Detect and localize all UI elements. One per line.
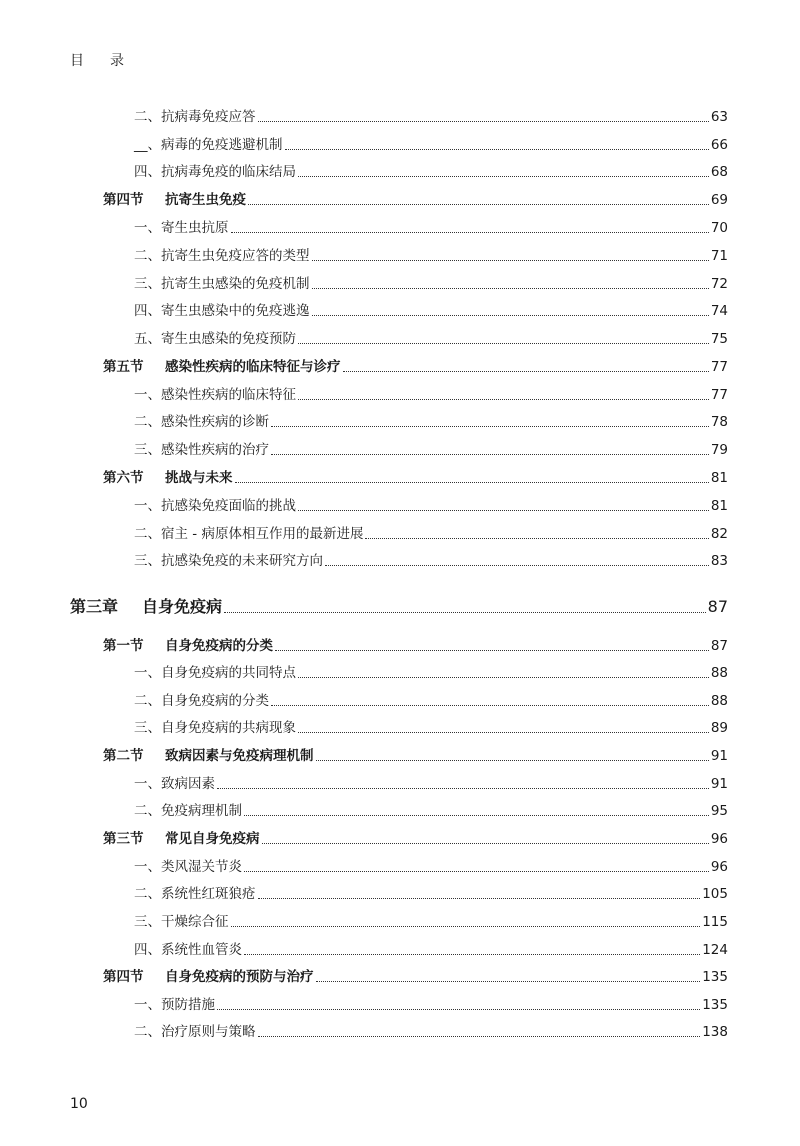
toc-entry-title: 抗寄生虫感染的免疫机制	[161, 276, 310, 292]
dot-leader	[244, 815, 709, 816]
toc-entry-label	[134, 1022, 256, 1042]
toc-entry-title: 寄生虫抗原	[161, 220, 229, 236]
toc-entry-label	[134, 274, 310, 294]
toc-entry-title: 抗病毒免疫的临床结局	[161, 164, 296, 180]
toc-entry-item	[134, 940, 728, 960]
toc-entry-chapter	[70, 596, 728, 618]
toc-entry-title: 病毒的免疫逃避机制	[161, 137, 283, 153]
dot-leader	[271, 426, 709, 427]
toc-entry-number: 五、	[134, 331, 161, 347]
toc-entry-title: 自身免疫病的分类	[161, 693, 269, 709]
toc-entry-page: 77	[710, 387, 728, 403]
toc-entry-page: 79	[710, 442, 728, 458]
toc-entry-item	[134, 524, 728, 544]
toc-entry-label	[134, 940, 242, 960]
toc-entry-page: 91	[710, 776, 728, 792]
dot-leader	[217, 1009, 700, 1010]
toc-entry-page: 69	[710, 192, 728, 208]
toc-entry-section	[103, 829, 728, 849]
toc-entry-number: 二、	[134, 526, 161, 542]
toc-entry-page: 115	[702, 914, 728, 930]
dot-leader	[325, 565, 709, 566]
dot-leader	[316, 981, 701, 982]
dot-leader	[258, 898, 701, 899]
toc-entry-number: 二、	[134, 248, 161, 264]
toc-entry-title: 自身免疫病的共病现象	[161, 720, 296, 736]
toc-entry-number: 一、	[134, 776, 161, 792]
dot-leader	[244, 954, 700, 955]
toc-entry-page: 138	[702, 1024, 728, 1040]
toc-entry-page: 87	[707, 597, 728, 616]
dot-leader	[298, 343, 709, 344]
toc-entry-label	[134, 218, 229, 238]
toc-entry-title: 类风湿关节炎	[161, 859, 242, 875]
toc-entry-number: 二、	[134, 803, 161, 819]
dot-leader	[312, 260, 709, 261]
toc-entry-number: 第三节	[103, 831, 144, 847]
toc-entry-label	[134, 857, 242, 877]
dot-leader	[312, 288, 709, 289]
toc-entry-label	[134, 551, 323, 571]
dot-leader	[298, 732, 709, 733]
dot-leader	[217, 788, 709, 789]
dot-leader	[298, 399, 709, 400]
toc-entry-title: 寄生虫感染的免疫预防	[161, 331, 296, 347]
toc-entry-item	[134, 107, 728, 127]
toc-entry-item	[134, 663, 728, 683]
toc-entry-title: 感染性疾病的诊断	[161, 414, 269, 430]
toc-entry-page: 88	[710, 693, 728, 709]
toc-entry-item	[134, 246, 728, 266]
toc-entry-section	[103, 357, 728, 377]
dot-leader	[316, 760, 709, 761]
toc-entry-number: 一、	[134, 220, 161, 236]
toc-entry-label	[134, 107, 256, 127]
toc-entry-item	[134, 329, 728, 349]
toc-entry-item	[134, 912, 728, 932]
running-head-right: 录	[110, 53, 124, 69]
toc-entry-number: 四、	[134, 303, 161, 319]
toc-entry-page: 89	[710, 720, 728, 736]
toc-entry-page: 75	[710, 331, 728, 347]
dot-leader	[258, 1036, 701, 1037]
dot-leader	[262, 843, 709, 844]
toc-entry-label	[134, 385, 296, 405]
dot-leader	[235, 482, 709, 483]
toc-entry-item	[134, 691, 728, 711]
toc-entry-item	[134, 551, 728, 571]
toc-entry-number: 三、	[134, 442, 161, 458]
dot-leader	[365, 538, 708, 539]
toc-entry-section	[103, 636, 728, 656]
toc-entry-number: 四、	[134, 942, 161, 958]
toc-entry-number: 二、	[134, 693, 161, 709]
toc-entry-page: 82	[710, 526, 728, 542]
toc-entry-label	[134, 162, 296, 182]
toc-entry-label	[134, 301, 310, 321]
toc-entry-label	[134, 801, 242, 821]
toc-entry-label	[134, 912, 229, 932]
dot-leader	[271, 705, 709, 706]
dot-leader	[298, 510, 709, 511]
toc-entry-title: 抗感染免疫面临的挑战	[161, 498, 296, 514]
toc-entry-number: 一、	[134, 997, 161, 1013]
toc-entry-label	[134, 995, 215, 1015]
toc-entry-title: 免疫病理机制	[161, 803, 242, 819]
dot-leader	[275, 650, 709, 651]
toc-entry-title: 治疗原则与策略	[161, 1024, 256, 1040]
toc-entry-title: 自身免疫病的预防与治疗	[165, 969, 314, 985]
toc-entry-item	[134, 385, 728, 405]
running-head	[70, 50, 124, 70]
toc-entry-page: 96	[710, 831, 728, 847]
dot-leader	[285, 149, 709, 150]
dot-leader	[298, 176, 709, 177]
toc-entry-item	[134, 496, 728, 516]
dot-leader	[312, 315, 709, 316]
toc-entry-title: 致病因素	[161, 776, 215, 792]
running-head-left: 目	[70, 53, 84, 69]
dot-leader	[248, 204, 709, 205]
toc-entry-number: 三、	[134, 553, 161, 569]
toc-entry-title: 挑战与未来	[165, 470, 233, 486]
dot-leader	[231, 232, 709, 233]
toc-entry-page: 135	[702, 969, 728, 985]
toc-entry-item	[134, 412, 728, 432]
toc-entry-label	[134, 412, 269, 432]
toc-entry-page: 72	[710, 276, 728, 292]
toc-entry-title: 宿主 - 病原体相互作用的最新进展	[161, 526, 364, 542]
toc-entry-page: 87	[710, 638, 728, 654]
toc-entry-title: 抗寄生虫免疫应答的类型	[161, 248, 310, 264]
toc-entry-section	[103, 468, 728, 488]
toc-entry-page: 77	[710, 359, 728, 375]
toc-entry-item	[134, 301, 728, 321]
toc-entry-label	[134, 135, 283, 155]
toc-entry-page: 83	[710, 553, 728, 569]
toc-entry-number: 三、	[134, 720, 161, 736]
toc-entry-item	[134, 884, 728, 904]
toc-entry-title: 预防措施	[161, 997, 215, 1013]
toc-entry-title: 自身免疫病的共同特点	[161, 665, 296, 681]
toc-entry-page: 81	[710, 470, 728, 486]
toc-entry-title: 感染性疾病的临床特征	[161, 387, 296, 403]
toc-entry-page: 66	[710, 137, 728, 153]
toc-entry-number: 二、	[134, 414, 161, 430]
toc-entry-page: 63	[710, 109, 728, 125]
toc-entry-title: 寄生虫感染中的免疫逃逸	[161, 303, 310, 319]
page-number: 10	[70, 1096, 88, 1112]
toc-entry-title: 抗寄生虫免疫	[165, 192, 246, 208]
dot-leader	[271, 454, 709, 455]
toc-entry-title: 干燥综合征	[161, 914, 229, 930]
toc-entry-number: __、	[134, 137, 161, 153]
toc-entry-number: 一、	[134, 498, 161, 514]
toc-entry-number: 一、	[134, 387, 161, 403]
dot-leader	[343, 371, 709, 372]
toc-entry-item	[134, 857, 728, 877]
toc-entry-item	[134, 995, 728, 1015]
dot-leader	[244, 871, 709, 872]
toc-entry-item	[134, 440, 728, 460]
toc-entry-label	[134, 496, 296, 516]
toc-entry-page: 68	[710, 164, 728, 180]
toc-entry-title: 致病因素与免疫病理机制	[165, 748, 314, 764]
toc-entry-section	[103, 190, 728, 210]
toc-entry-label	[70, 596, 222, 618]
toc-entry-label	[134, 884, 256, 904]
toc-entry-title: 系统性红斑狼疮	[161, 886, 256, 902]
toc-entry-item	[134, 801, 728, 821]
toc-entry-page: 88	[710, 665, 728, 681]
toc-entry-label	[134, 440, 269, 460]
toc-entry-page: 135	[702, 997, 728, 1013]
toc-entry-label	[134, 329, 296, 349]
toc-entry-title: 抗感染免疫的未来研究方向	[161, 553, 323, 569]
toc-entry-number: 四、	[134, 164, 161, 180]
toc-entry-item	[134, 774, 728, 794]
toc-entry-label	[103, 636, 273, 656]
toc-entry-number: 三、	[134, 276, 161, 292]
toc-entry-label	[134, 663, 296, 683]
toc-entry-title: 抗病毒免疫应答	[161, 109, 256, 125]
toc-entry-page: 70	[710, 220, 728, 236]
toc-entry-label	[103, 468, 233, 488]
toc-entry-number: 一、	[134, 665, 161, 681]
toc-entry-page: 95	[710, 803, 728, 819]
toc-entry-label	[103, 746, 314, 766]
toc-entry-title: 系统性血管炎	[161, 942, 242, 958]
toc-entry-item	[134, 1022, 728, 1042]
toc-entry-number: 三、	[134, 914, 161, 930]
toc-entry-label	[103, 190, 246, 210]
dot-leader	[298, 677, 709, 678]
toc-entry-page: 71	[710, 248, 728, 264]
toc-entry-title: 感染性疾病的临床特征与诊疗	[165, 359, 341, 375]
dot-leader	[224, 612, 706, 613]
toc-entry-section	[103, 967, 728, 987]
toc-entry-number: 二、	[134, 886, 161, 902]
toc-entry-title: 常见自身免疫病	[165, 831, 260, 847]
toc-entry-label	[103, 967, 314, 987]
toc-entry-page: 124	[702, 942, 728, 958]
toc-entry-label	[134, 246, 310, 266]
toc-entry-label	[103, 357, 341, 377]
toc-entry-page: 105	[702, 886, 728, 902]
toc-entry-number: 一、	[134, 859, 161, 875]
toc-entry-title: 感染性疾病的治疗	[161, 442, 269, 458]
dot-leader	[258, 121, 709, 122]
toc-entry-page: 96	[710, 859, 728, 875]
toc-entry-section	[103, 746, 728, 766]
toc-entry-label	[134, 691, 269, 711]
toc-entry-item	[134, 274, 728, 294]
toc-entry-number: 第五节	[103, 359, 144, 375]
toc-entry-title: 自身免疫病	[142, 597, 223, 616]
toc-entry-number: 第一节	[103, 638, 144, 654]
toc-entry-label	[134, 774, 215, 794]
toc-entry-page: 91	[710, 748, 728, 764]
toc-entry-page: 74	[710, 303, 728, 319]
toc-entry-number: 二、	[134, 1024, 161, 1040]
toc-entry-page: 78	[710, 414, 728, 430]
toc-entry-label	[134, 524, 363, 544]
toc-entry-item	[134, 162, 728, 182]
dot-leader	[231, 926, 701, 927]
toc-entry-item	[134, 718, 728, 738]
toc-entry-label	[134, 718, 296, 738]
toc-entry-number: 第四节	[103, 192, 144, 208]
toc-entry-item	[134, 218, 728, 238]
toc-entry-number: 第四节	[103, 969, 144, 985]
toc-entry-number: 第三章	[70, 597, 119, 616]
toc-entry-number: 第六节	[103, 470, 144, 486]
toc-entry-number: 二、	[134, 109, 161, 125]
toc-entry-label	[103, 829, 260, 849]
toc-entry-title: 自身免疫病的分类	[165, 638, 273, 654]
toc-entry-page: 81	[710, 498, 728, 514]
toc-entry-item	[134, 135, 728, 155]
toc-entry-number: 第二节	[103, 748, 144, 764]
